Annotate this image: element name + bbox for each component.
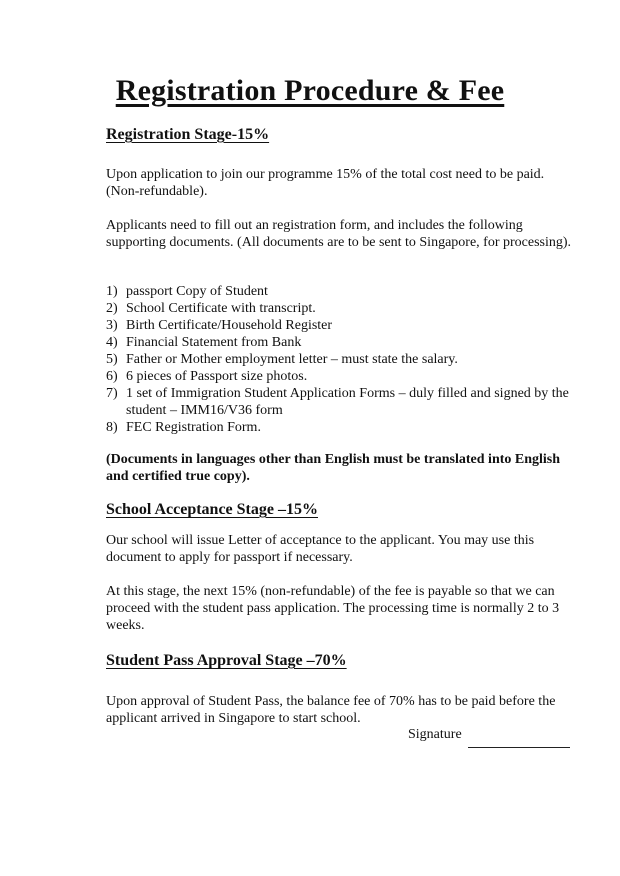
- acceptance-paragraph-1: Our school will issue Letter of acceptance to the applicant. You may use this document to apply for passport if necessary.: [106, 533, 535, 565]
- list-item-number: 8): [106, 420, 118, 435]
- registration-paragraph-2: Applicants need to fill out an registration form, and includes the following supporting documents. (All documents are to be sent to Singapore, for processing).: [106, 218, 572, 250]
- translation-note: (Documents in languages other than English must be translated into English and certified true copy).: [106, 452, 561, 484]
- acceptance-paragraph-2: At this stage, the next 15% (non-refundable) of the fee is payable so that we can proceed with the student pass application. The processing time is normally 2 to 3 weeks.: [106, 584, 560, 633]
- list-item-text: 6 pieces of Passport size photos.: [126, 369, 308, 384]
- section-heading-registration-stage: Registration Stage-15%: [106, 126, 270, 143]
- list-item-text: FEC Registration Form.: [126, 420, 261, 435]
- list-item: [106, 368, 576, 385]
- list-item-text: 1 set of Immigration Student Application Forms – duly filled and signed by the student – IMM16/V36 form: [126, 386, 569, 418]
- list-item: [106, 351, 576, 368]
- list-item: [106, 300, 576, 317]
- signature-line: [468, 747, 570, 748]
- list-item-text: passport Copy of Student: [126, 284, 268, 299]
- list-item: [106, 419, 576, 436]
- list-item-number: 1): [106, 284, 118, 299]
- list-item: [106, 385, 576, 419]
- section-heading-school-acceptance: School Acceptance Stage –15%: [106, 501, 318, 518]
- list-item: [106, 317, 576, 334]
- list-item-number: 3): [106, 318, 118, 333]
- list-item-number: 7): [106, 386, 118, 401]
- approval-paragraph: Upon approval of Student Pass, the balance fee of 70% has to be paid before the applicant arrived in Singapore to start school.: [106, 694, 556, 726]
- registration-paragraph-1: Upon application to join our programme 15% of the total cost need to be paid. (Non-refundable).: [106, 167, 545, 199]
- list-item-text: Birth Certificate/Household Register: [126, 318, 333, 333]
- list-item-number: 2): [106, 301, 118, 316]
- list-item: [106, 334, 576, 351]
- list-item: [106, 283, 576, 300]
- documents-list: [106, 283, 576, 436]
- page-title: Registration Procedure & Fee: [115, 74, 505, 107]
- list-item-number: 5): [106, 352, 118, 367]
- section-heading-student-pass-approval: Student Pass Approval Stage –70%: [106, 652, 347, 669]
- signature-label: Signature: [408, 727, 462, 742]
- list-item-number: 6): [106, 369, 118, 384]
- list-item-text: Financial Statement from Bank: [126, 335, 302, 350]
- list-item-text: Father or Mother employment letter – must state the salary.: [126, 352, 458, 367]
- list-item-number: 4): [106, 335, 118, 350]
- list-item-text: School Certificate with transcript.: [126, 301, 316, 316]
